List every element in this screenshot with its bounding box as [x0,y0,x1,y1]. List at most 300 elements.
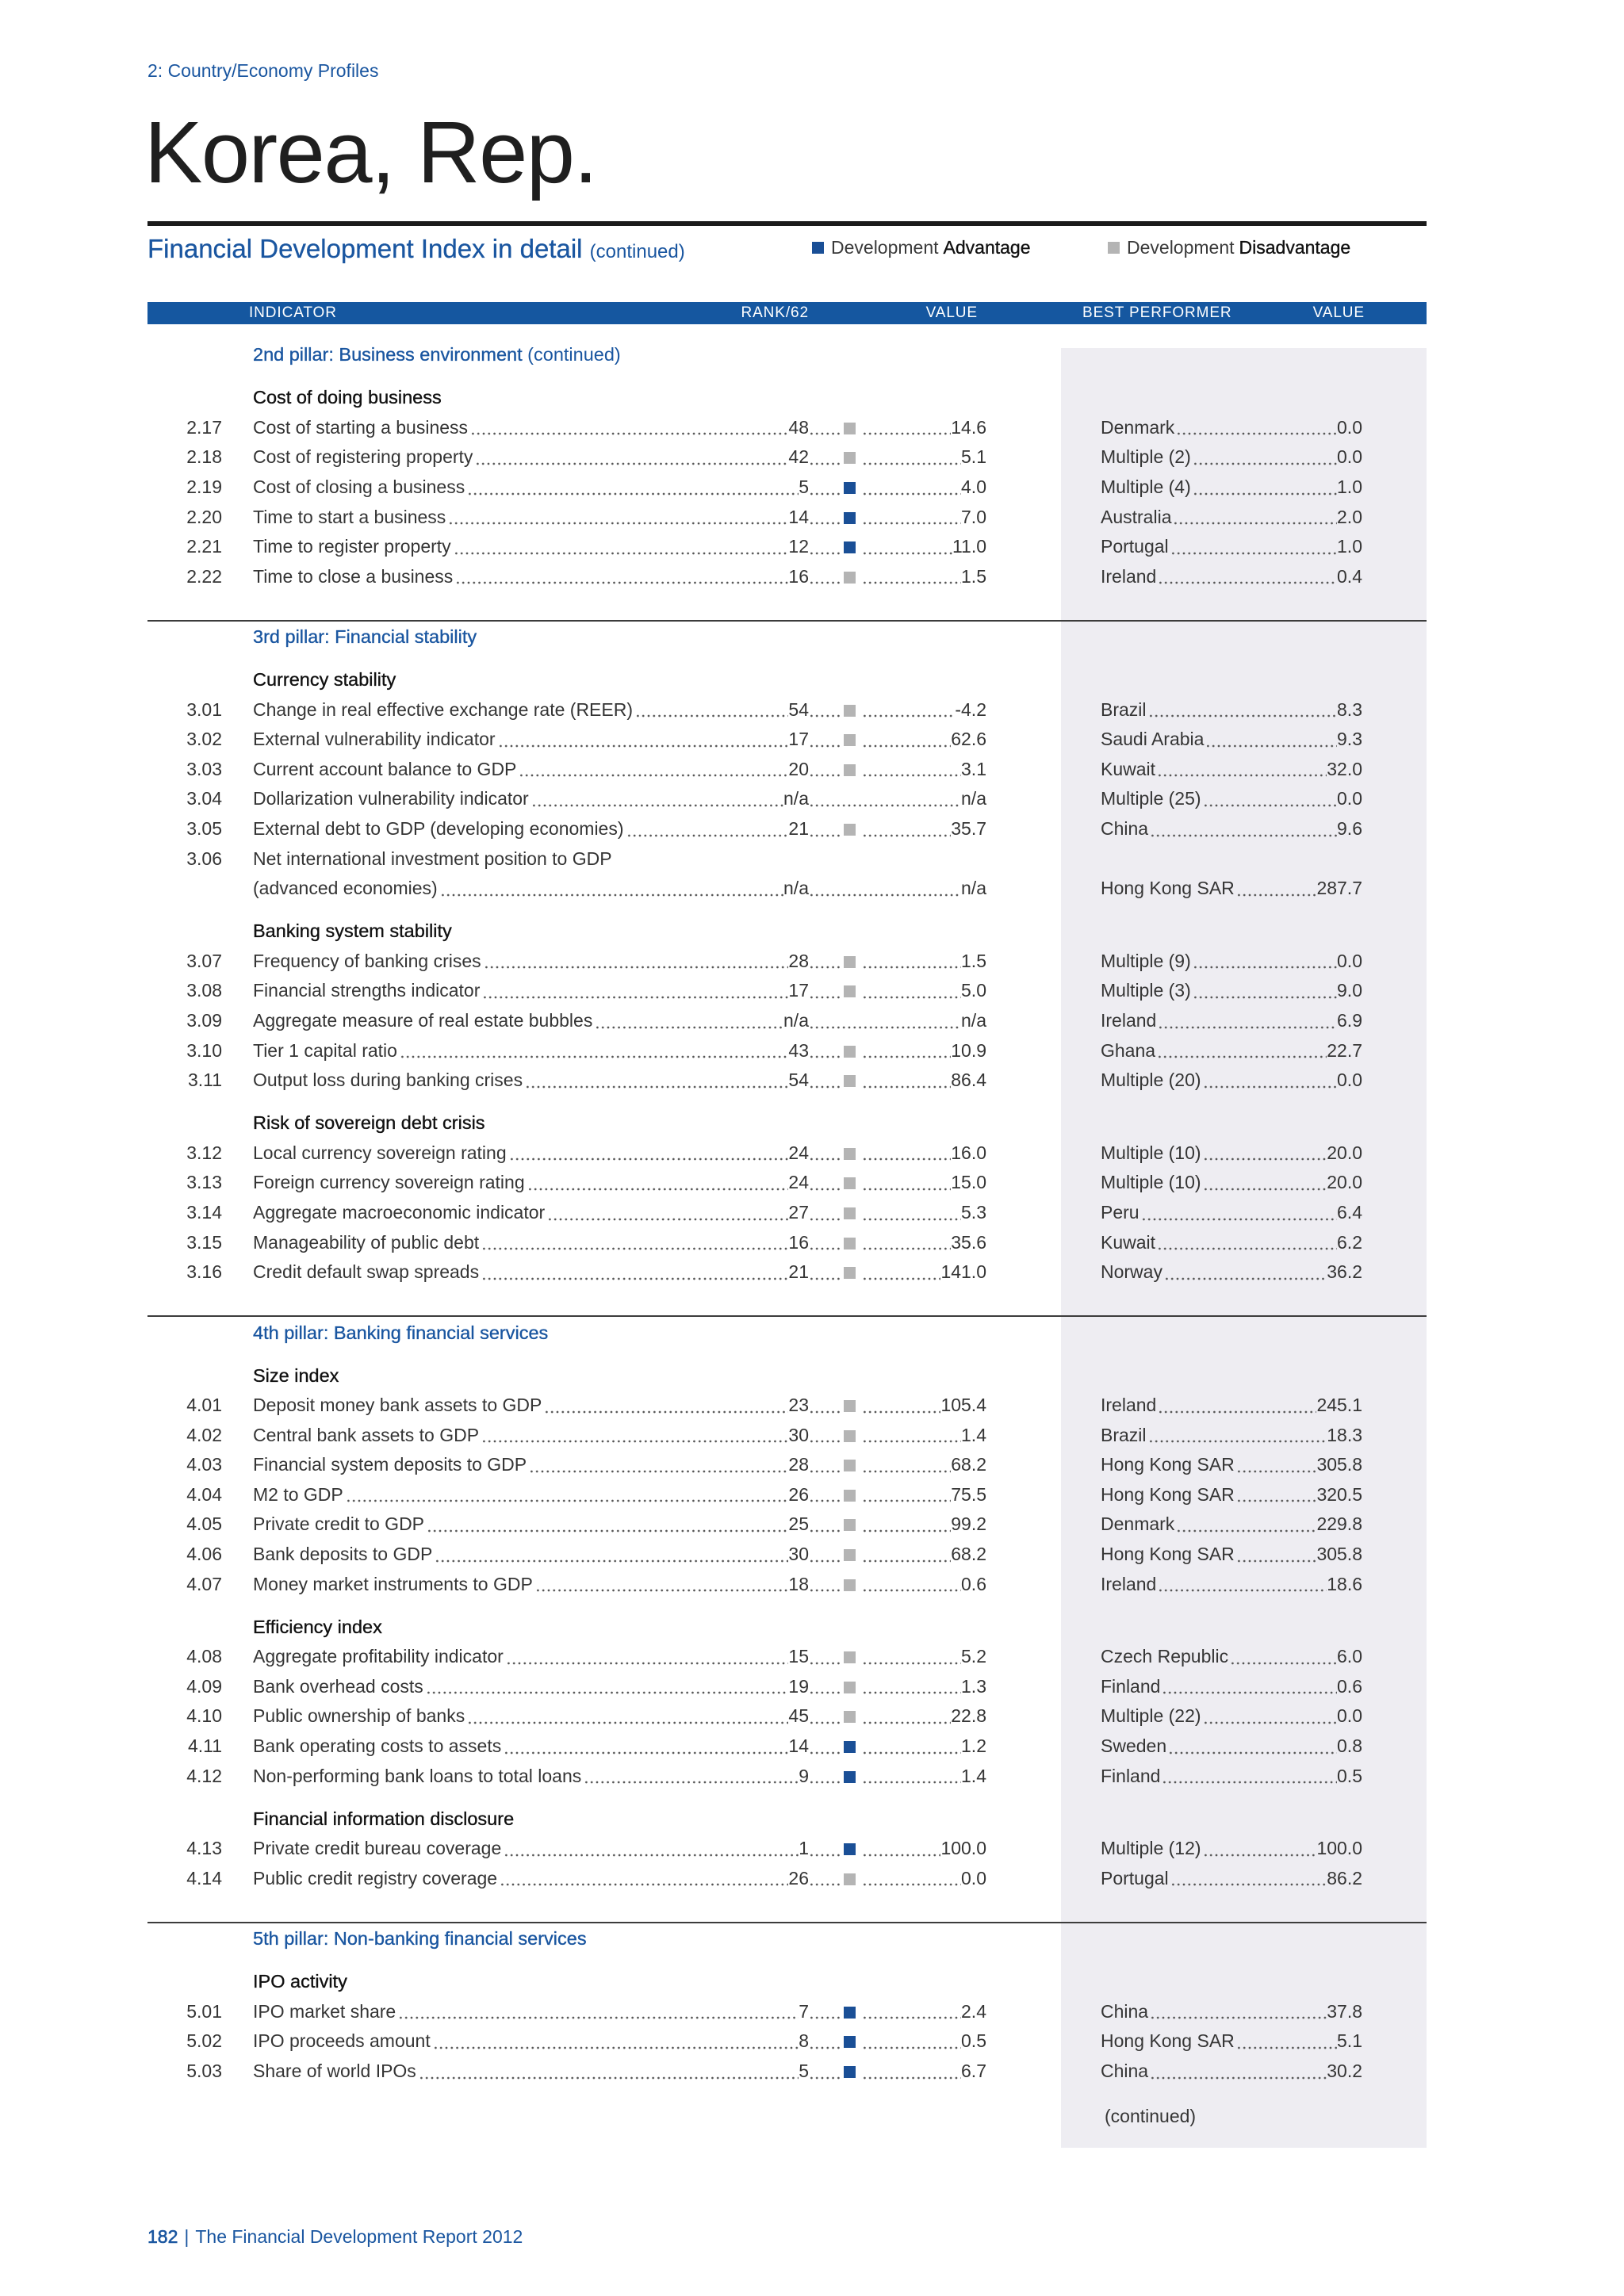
indicator-rank: 20 [788,758,809,779]
pillar-heading [0,1924,1624,1954]
indicator-row [0,1642,1624,1672]
value-cell [809,1198,986,1228]
indicator-cell [253,844,809,874]
value-cell [809,532,986,562]
indicator-value: 68.2 [951,1454,986,1475]
indicator-row [0,1510,1624,1540]
value-cell [809,1732,986,1762]
dot-leader [809,1570,842,1600]
dot-leader [1157,755,1327,785]
header-best-performer: BEST PERFORMER [1082,304,1232,321]
report-title: The Financial Development Report 2012 [195,2226,523,2247]
legend-disadvantage [1108,235,1350,259]
best-performer-name: Multiple (3) [1101,980,1191,1001]
dot-leader [509,1138,789,1169]
indicator-rank: 21 [788,818,809,840]
dot-leader [809,442,842,473]
dot-leader [426,1672,789,1702]
indicator-value: 2.4 [961,2000,986,2022]
dot-leader [1236,1450,1317,1480]
indicator-cell [253,473,809,503]
indicator-rank: 24 [788,1142,809,1163]
best-performer-cell [1101,1762,1362,1792]
dot-leader [1203,1066,1337,1096]
best-performer-value: 9.6 [1337,818,1362,840]
indicator-number [147,874,222,904]
indicator-rank: 28 [788,1454,809,1475]
indicator-row [0,532,1624,562]
dot-leader [809,1168,842,1198]
dot-leader [1173,503,1337,533]
advantage-square-icon [844,1843,856,1855]
best-performer-cell [1101,1701,1362,1732]
indicator-cell [253,1642,809,1672]
best-performer-name: Kuwait [1101,758,1156,779]
indicator-name: Central bank assets to GDP [253,1424,480,1445]
best-performer-cell [1101,1732,1362,1762]
best-performer-cell [1101,1006,1362,1036]
best-performer-value: 0.0 [1337,788,1362,809]
indicator-number: 4.06 [186,1544,222,1565]
disadvantage-square-icon [844,1651,856,1663]
indicator-number: 3.04 [186,788,222,809]
dot-leader [809,1864,842,1894]
indicator-name: IPO market share [253,2000,396,2022]
best-performer-cell [1101,503,1362,533]
legend-advantage-label: Advantage [943,236,1031,258]
indicator-number: 4.02 [186,1424,222,1445]
indicator-cell [253,725,809,755]
dot-leader [862,1762,961,1792]
indicator-value: 62.6 [951,729,986,750]
disadvantage-square-icon [844,956,856,968]
disadvantage-square-icon [844,1711,856,1723]
dot-leader [862,503,961,533]
indicator-cell [253,1762,809,1792]
advantage-square-icon [844,482,856,494]
best-performer-name: Norway [1101,1261,1162,1283]
indicator-cell [253,413,809,443]
best-performer-cell [1101,1138,1362,1169]
best-performer-value: 6.0 [1337,1646,1362,1667]
disadvantage-square-icon [844,1549,856,1561]
disadvantage-square-icon [844,1490,856,1502]
dot-leader [809,1997,842,2027]
dot-leader [544,1391,788,1421]
dot-leader [500,1864,788,1894]
indicator-row [0,1540,1624,1570]
index-title-text: Financial Development Index in detail [147,234,583,263]
page-footer [147,2225,523,2248]
advantage-square-icon [844,1741,856,1753]
group-title: Risk of sovereign debt crisis [253,1112,485,1134]
indicator-value: 5.1 [961,446,986,468]
best-performer-cell [1101,1036,1362,1066]
indicator-rank: 7 [799,2000,809,2022]
indicator-cell [253,784,809,814]
dot-leader [809,413,842,443]
indicator-rank: 26 [788,1483,809,1505]
indicator-number: 4.11 [187,1735,222,1757]
indicator-cell [253,503,809,533]
best-performer-cell [1101,1510,1362,1540]
best-performer-value: 0.5 [1337,1765,1362,1786]
indicator-row [0,1421,1624,1451]
dot-leader [481,1257,788,1288]
dot-leader [435,1540,788,1570]
best-performer-cell [1101,1421,1362,1451]
indicator-value: 0.0 [961,1867,986,1888]
indicator-table [0,340,1624,2086]
value-cell [809,562,986,592]
value-cell [809,784,986,814]
best-performer-name: Finland [1101,1765,1161,1786]
indicator-rank: n/a [783,878,809,899]
dot-leader [467,473,799,503]
best-performer-value: 229.8 [1316,1513,1362,1535]
best-performer-name: Multiple (20) [1101,1070,1201,1091]
value-cell [809,1006,986,1036]
best-performer-name: Multiple (12) [1101,1838,1201,1859]
disadvantage-square-icon [844,824,856,836]
indicator-value: 6.7 [961,2060,986,2081]
best-performer-value: 0.0 [1337,1705,1362,1727]
indicator-name: Change in real effective exchange rate (REER) [253,698,634,720]
dot-leader [862,562,961,592]
indicator-name: Share of world IPOs [253,2060,416,2081]
dot-leader [1236,1480,1317,1510]
indicator-row [0,1762,1624,1792]
section-divider [147,1315,1427,1317]
indicator-rank: 15 [788,1646,809,1667]
dot-leader [1236,2026,1337,2057]
page-number: 182 [147,2226,178,2247]
indicator-value: 1.5 [961,950,986,971]
indicator-name: Private credit to GDP [253,1513,425,1535]
dot-leader [809,1701,842,1732]
dot-leader [809,1138,842,1169]
indicator-rank: 16 [788,1231,809,1253]
indicator-cell [253,1701,809,1732]
indicator-number: 2.19 [186,476,222,497]
indicator-number: 2.22 [186,565,222,587]
indicator-rank: 30 [788,1424,809,1445]
group-title: Cost of doing business [253,387,442,408]
best-performer-value: 86.2 [1327,1867,1362,1888]
indicator-number: 4.09 [186,1675,222,1697]
disadvantage-square-icon [844,985,856,997]
group-title: IPO activity [253,1971,347,1992]
best-performer-name: Finland [1101,1675,1161,1697]
best-performer-cell [1101,1257,1362,1288]
indicator-row [0,1168,1624,1198]
dot-leader [809,976,842,1006]
best-performer-value: 0.0 [1337,950,1362,971]
indicator-number: 3.09 [186,1010,222,1031]
dot-leader [504,1732,788,1762]
dot-leader [481,1228,788,1258]
indicator-row [0,473,1624,503]
group-title: Financial information disclosure [253,1808,515,1829]
indicator-number: 5.01 [186,2000,222,2022]
dot-leader [1170,532,1337,562]
best-performer-name: Multiple (2) [1101,446,1191,468]
best-performer-value: 0.4 [1337,565,1362,587]
best-performer-name: Saudi Arabia [1101,729,1205,750]
best-performer-value: 305.8 [1316,1454,1362,1475]
dot-leader [809,2057,842,2087]
indicator-rank: 17 [788,980,809,1001]
dot-leader [862,1391,940,1421]
dot-leader [809,695,842,725]
header-value: VALUE [925,304,978,321]
indicator-rank: 14 [788,1735,809,1757]
indicator-name: Financial system deposits to GDP [253,1454,527,1475]
dot-leader [467,1701,788,1732]
best-performer-value: 2.0 [1337,506,1362,527]
indicator-value: 22.8 [951,1705,986,1727]
value-cell [809,1864,986,1894]
dot-leader [809,1066,842,1096]
value-cell [809,1450,986,1480]
dot-leader [1148,1421,1327,1451]
dot-leader [862,1834,940,1864]
pillar-heading [0,622,1624,652]
dot-leader [470,413,788,443]
dot-leader [1230,1642,1337,1672]
indicator-name: Cost of registering property [253,446,473,468]
value-cell [809,1672,986,1702]
disadvantage-square-icon [844,1075,856,1087]
indicator-value: 5.0 [961,980,986,1001]
indicator-value: 4.0 [961,476,986,497]
pillar-title: 4th pillar: Banking financial services [253,1322,549,1343]
indicator-name: Deposit money bank assets to GDP [253,1395,542,1416]
best-performer-cell [1101,1480,1362,1510]
indicator-rank: 54 [788,698,809,720]
indicator-rank: 27 [788,1201,809,1223]
indicator-rank: 54 [788,1070,809,1091]
disadvantage-square-icon [844,1267,856,1279]
title-rule [147,221,1427,226]
dot-leader [809,814,842,844]
best-performer-cell [1101,473,1362,503]
dot-leader [1205,725,1337,755]
indicator-name: Non-performing bank loans to total loans [253,1765,582,1786]
indicator-name: Financial strengths indicator [253,980,481,1001]
dot-leader [862,1036,951,1066]
indicator-name: Bank overhead costs [253,1675,423,1697]
indicator-cell [253,947,809,977]
dot-leader [862,532,952,562]
dot-leader [862,1864,961,1894]
indicator-name: Foreign currency sovereign rating [253,1172,525,1193]
best-performer-value: 0.8 [1337,1735,1362,1757]
section-divider [147,1922,1427,1923]
best-performer-value: 0.6 [1337,1675,1362,1697]
dot-leader [1164,1257,1327,1288]
disadvantage-square-icon [844,1238,856,1249]
best-performer-cell [1101,413,1362,443]
value-cell [809,442,986,473]
best-performer-name: Denmark [1101,416,1175,438]
best-performer-name: Kuwait [1101,1231,1156,1253]
disadvantage-square-icon [844,705,856,717]
indicator-rank: 5 [799,476,809,497]
indicator-number: 4.01 [186,1395,222,1416]
dot-leader [531,784,783,814]
indicator-number: 4.04 [186,1483,222,1505]
indicator-name: External vulnerability indicator [253,729,496,750]
best-performer-value: 5.1 [1337,2030,1362,2052]
dot-leader [862,1997,961,2027]
indicator-number: 3.13 [186,1172,222,1193]
advantage-square-icon [844,2066,856,2078]
indicator-row [0,1006,1624,1036]
indicator-row [0,562,1624,592]
indicator-rank: 12 [788,536,809,557]
dot-leader [862,947,961,977]
dot-leader [1162,1672,1337,1702]
disadvantage-square-icon [844,572,856,584]
dot-leader [498,725,789,755]
indicator-rank: 25 [788,1513,809,1535]
dot-leader [809,1036,842,1066]
legend-advantage-square-icon [812,242,824,254]
best-performer-cell [1101,1540,1362,1570]
indicator-name: Aggregate measure of real estate bubbles [253,1010,593,1031]
indicator-cell [253,1480,809,1510]
best-performer-name: Hong Kong SAR [1101,2030,1235,2052]
indicator-name: Bank operating costs to assets [253,1735,502,1757]
disadvantage-square-icon [844,423,856,434]
dot-leader [475,442,788,473]
indicator-cell [253,2026,809,2057]
dot-leader [1236,874,1317,904]
best-performer-name: Portugal [1101,536,1169,557]
best-performer-name: China [1101,2060,1149,2081]
indicator-value: 141.0 [940,1261,986,1283]
best-performer-name: Hong Kong SAR [1101,878,1235,899]
dot-leader [862,1480,951,1510]
dot-leader [862,1421,961,1451]
disadvantage-square-icon [844,1207,856,1219]
indicator-number: 3.11 [187,1070,222,1091]
dot-leader [1203,784,1337,814]
indicator-row [0,1672,1624,1702]
disadvantage-square-icon [844,764,856,776]
best-performer-cell [1101,725,1362,755]
indicator-name: External debt to GDP (developing economies) [253,818,624,840]
dot-leader [1157,1036,1327,1066]
indicator-value: 1.5 [961,565,986,587]
indicator-row [0,1701,1624,1732]
indicator-number: 3.02 [186,729,222,750]
dot-leader [809,784,961,814]
indicator-rank: 48 [788,416,809,438]
value-cell [809,1540,986,1570]
best-performer-name: Ireland [1101,1395,1157,1416]
value-cell [809,1228,986,1258]
disadvantage-square-icon [844,1430,856,1442]
indicator-value: 15.0 [951,1172,986,1193]
best-performer-name: Multiple (25) [1101,788,1201,809]
disadvantage-square-icon [844,734,856,746]
indicator-row [0,844,1624,874]
best-performer-cell [1101,1228,1362,1258]
best-performer-value: 37.8 [1327,2000,1362,2022]
indicator-name: Net international investment position to GDP [253,848,612,869]
indicator-row [0,1257,1624,1288]
indicator-row [0,1480,1624,1510]
indicator-number: 2.17 [186,416,222,438]
best-performer-name: Hong Kong SAR [1101,1454,1235,1475]
indicator-rank: 17 [788,729,809,750]
value-cell [809,1834,986,1864]
best-performer-value: 30.2 [1327,2060,1362,2081]
dot-leader [809,532,842,562]
advantage-square-icon [844,1771,856,1783]
indicator-row [0,814,1624,844]
value-cell [809,695,986,725]
indicator-value: -4.2 [955,698,986,720]
indicator-name: Cost of closing a business [253,476,465,497]
indicator-number: 4.05 [186,1513,222,1535]
legend-advantage-prefix: Development [831,236,939,258]
best-performer-name: Multiple (4) [1101,476,1191,497]
indicator-row [0,1138,1624,1169]
dot-leader [482,976,788,1006]
advantage-square-icon [844,2007,856,2019]
indicator-name: Frequency of banking crises [253,950,481,971]
dot-leader [862,1257,940,1288]
indicator-rank: 43 [788,1039,809,1061]
best-performer-value: 6.4 [1337,1201,1362,1223]
indicator-name: Time to close a business [253,565,454,587]
page-title: Korea, Rep. [144,104,597,201]
dot-leader [1162,1762,1337,1792]
indicator-row [0,1228,1624,1258]
indicator-cell [253,1198,809,1228]
indicator-rank: 9 [799,1765,809,1786]
indicator-value: 1.4 [961,1765,986,1786]
group-title: Efficiency index [253,1616,382,1637]
dot-leader [1203,1701,1337,1732]
best-performer-value: 36.2 [1327,1261,1362,1283]
indicator-cell [253,2057,809,2087]
value-cell [809,2057,986,2087]
dot-leader [862,442,961,473]
indicator-rank: n/a [783,788,809,809]
indicator-number: 4.14 [186,1867,222,1888]
dot-leader [346,1480,789,1510]
dot-leader [1203,1834,1317,1864]
best-performer-value: 9.3 [1337,729,1362,750]
indicator-name: Time to register property [253,536,451,557]
indicator-number: 3.16 [186,1261,222,1283]
best-performer-cell [1101,1168,1362,1198]
indicator-cell [253,695,809,725]
continued-note: (continued) [1105,2106,1197,2126]
indicator-rank: 26 [788,1867,809,1888]
dot-leader [626,814,789,844]
dot-leader [1148,695,1338,725]
dot-leader [862,1138,951,1169]
value-cell [809,1138,986,1169]
best-performer-cell [1101,1642,1362,1672]
best-performer-value: 20.0 [1327,1172,1362,1193]
best-performer-name: Portugal [1101,1867,1169,1888]
